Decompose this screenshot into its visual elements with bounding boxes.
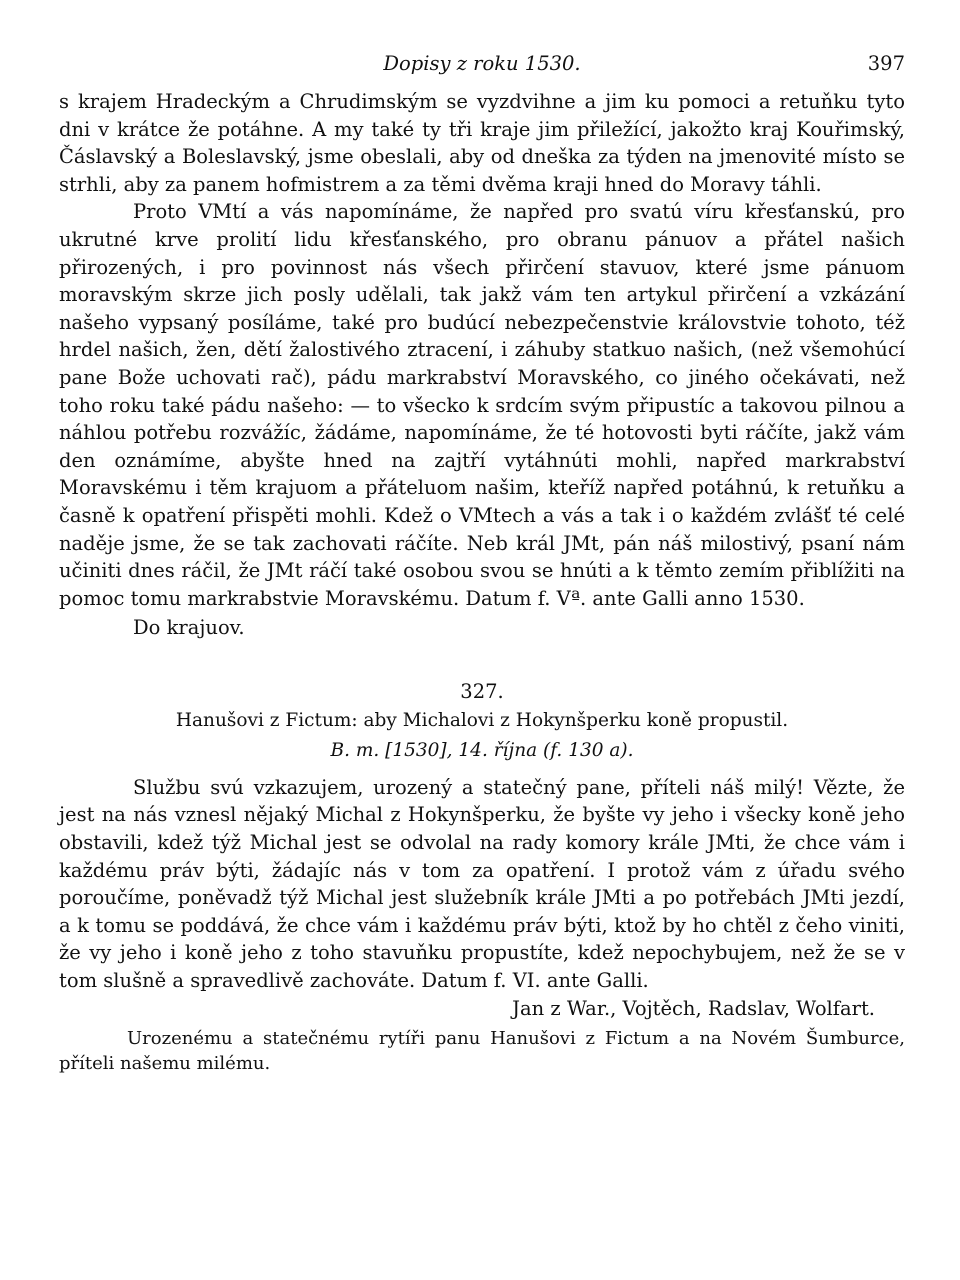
running-header [59,52,905,88]
page-number: 397 [867,52,905,75]
document-number: 327. [460,679,504,703]
letter-327-address: Urozenému a statečnému rytíři panu Hanušovi z Fictum a na Novém Šumburce, příteli našemu milému. [59,1028,905,1075]
document-date-line: B. m. [1530], 14. října (f. 130 a). [330,739,634,761]
letter-327-paragraph-1: Službu svú vzkazujem, urozený a statečný pane, příteli náš milý! Vězte, že jest na nás vznesl nějaký Michal z Hokynšperku, že byšte vy jeho i všecky koně jeho obstavili, kdež týž Michal jest se odvolal na rady komory krále JMti, že chce vám i každému práv býti, žádajíc nás v tom za opatření. I protož vám z úřadu svého poroučíme, poněvadž týž Michal jest služebník krále JMti a po potřebách JMti jezdí, a k tomu se poddává, že chce vám i každému práv býti, ktož by ho chtěl z čeho viniti, že vy jeho i koně jeho z toho stavuňku propustíte, kdež nepochybujem, než že se v tom slušně a spravedlivě zachováte. Datum f. VI. ante Galli. [59,775,905,993]
document-heading: Hanušovi z Fictum: aby Michalovi z Hokynšperku koně propustil. [175,709,789,731]
letter-326-recipient-line: Do krajuov. [133,616,245,640]
letter-326-paragraph-2: Proto VMtí a vás napomínáme, že napřed pro svatú víru křesťanskú, pro ukrutné krve prolití lidu křesťanského, pro obranu pánuov a přátel našich přirozených, i pro povinnost nás všech přirčení stavuov, které jsme pánuom moravským skrze jich posly udělali, tak jakž vám ten artykul přirčení a vzkázání našeho vypsaný posíláme, také pro budúcí nebezpečenstvie královstvie tohoto, též hrdel našich, žen, dětí žalostivého ztracení, i záhuby statkuo našich, (než všemohúcí pane Bože uchovati rač), pádu markrabství Moravského, co jiného očekávati, než toho roku také pádu našeho: — to všecko k srdcím svým připustíc a takovou pilnou a náhlou potřebu rozvážíc, žádáme, napomínáme, že té hotovosti byti ráčíte, jakž vám den oznámíme, abyšte hned na zajtří vytáhnúti mohli, napřed markrabství Moravskému i těm krajuom a přáteluom našim, kteříž napřed potáhnú, k retuňku a časně k opatření přispěti mohli. Kdež o VMtech a vás a tak i o každém zvlášť té celé naděje jsme, že se tak zachovati ráčíte. Neb král JMt, pán náš milostivý, psaní nám učiniti dnes ráčil, že JMt ráčí také osobou svou se hnúti a k těmto zemím přiblížiti na pomoc tomu markrabstvie Moravskému. Datum f. Vª. ante Galli anno 1530. [59,200,905,610]
letter-326-continuation [59,88,905,642]
letter-327-body [59,774,905,995]
book-page [59,52,905,1076]
running-title: Dopisy z roku 1530. [383,52,581,75]
letter-326-paragraph-1: s krajem Hradeckým a Chrudimským se vyzdvihne a jim ku pomoci a retuňku tyto dni v krátce že potáhne. A my také ty tři kraje jim přiležící, jakožto kraj Kouřimský, Čáslavský a Boleslavský, jsme obeslali, aby od dneška za týden na jmenovité místo se strhli, aby za panem hofmistrem a za těmi dvěma kraji hned do Moravy táhli. [59,90,905,196]
letter-327-address-block [59,1026,905,1076]
letter-327-signature: Jan z War., Vojtěch, Radslav, Wolfart. [512,996,875,1020]
